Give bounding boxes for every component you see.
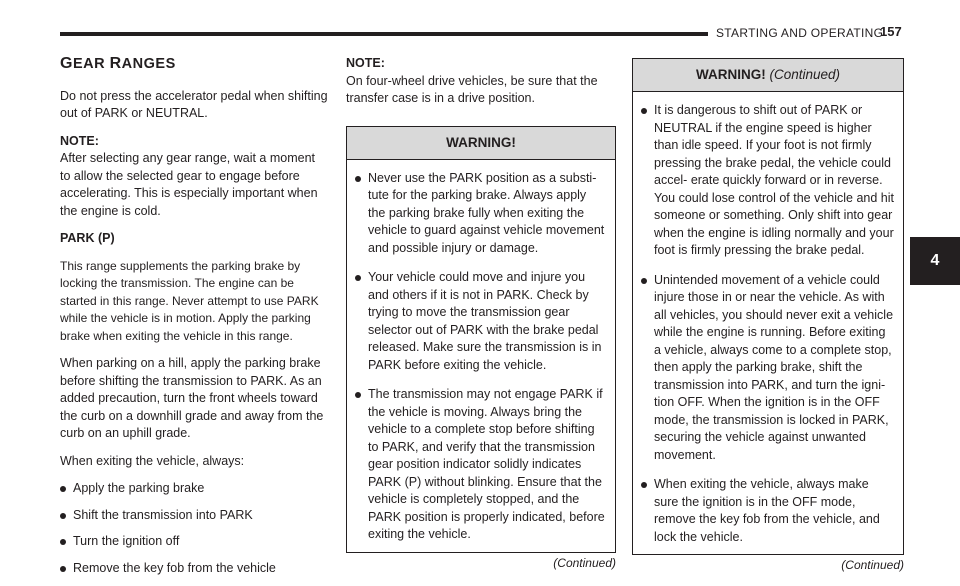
list-item: Turn the ignition off [60, 533, 328, 551]
page-number: 157 [880, 24, 902, 39]
list-item: When exiting the vehicle, always make sure the ignition is in the OFF mode, remove the key fob from the vehicle, and lock the vehicle. [641, 476, 895, 546]
bullet-icon [355, 392, 361, 398]
list-item: Your vehicle could move and injure you and others if it is not in PARK. Check by trying to move the transmission gear selector out of PARK with the brake pedal released. Make sure the transmission is in PARK before exiting the vehicle. [355, 269, 607, 374]
note-text: After selecting any gear range, wait a moment to allow the selected gear to engage before accelerating. This is especially important when the engine is cold. [60, 151, 318, 218]
bullet-icon [641, 278, 647, 284]
warning-title: WARNING! [347, 127, 615, 160]
header-rule [60, 32, 708, 36]
list-item: Never use the PARK position as a substi- tute for the parking brake. Always apply the parking brake fully when exiting the vehicle to guard against vehicle movement and possible injury or damage. [355, 170, 607, 258]
header-section-title: STARTING AND OPERATING [716, 26, 884, 40]
warning-list [355, 170, 607, 544]
note-label: NOTE: [346, 56, 385, 70]
column-1 [60, 55, 328, 586]
bullet-icon [641, 108, 647, 114]
note-text: On four-wheel drive vehicles, be sure that the transfer case is in a drive position. [346, 73, 598, 105]
park-paragraph-1: This range supplements the parking brake by locking the transmission. The engine can be started in this range. Never attempt to use PARK while the vehicle is in motion. Apply the parking brake when exiting the vehicle in this range. [60, 258, 319, 343]
bullet-icon [60, 539, 66, 545]
list-item: Apply the parking brake [60, 480, 328, 498]
note-label: NOTE: [60, 133, 99, 148]
list-item: It is dangerous to shift out of PARK or NEUTRAL if the engine speed is higher than idle speed. If your foot is not firmly pressing the brake pedal, the vehicle could accel- erate quickly forward or in reverse. You could lose control of the vehicle and hit someone or something. Only shift into gear when the engine is idling normally and your foot is firmly pressing the brake pedal. [641, 102, 895, 260]
bullet-icon [355, 176, 361, 182]
continued-label: (Continued) [841, 558, 904, 572]
list-item: Shift the transmission into PARK [60, 507, 328, 525]
bullet-icon [60, 513, 66, 519]
intro-paragraph: Do not press the accelerator pedal when shifting out of PARK or NEUTRAL. [60, 88, 328, 120]
park-paragraph-2: When parking on a hill, apply the parking brake before shifting the transmission to PARK. As an added precaution, turn the front wheels toward the curb on a downhill grade and away from the curb on an uphill grade. [60, 356, 324, 440]
list-item: The transmission may not engage PARK if the vehicle is moving. Always bring the vehicle to a complete stop before shifting to PARK, and verify that the transmission gear position indicator solidly indicates PARK (P) without blinking. Ensure that the vehicle is completely stopped, and the PARK position is properly indicated, before exiting the vehicle. [355, 386, 607, 544]
park-heading: PARK (P) [60, 231, 115, 245]
warning-box [632, 58, 904, 555]
column-2 [346, 55, 616, 572]
chapter-tab: 4 [910, 237, 960, 285]
warning-box [346, 126, 616, 553]
bullet-icon [60, 566, 66, 572]
continued-label: (Continued) [553, 555, 616, 570]
column-3 [632, 58, 904, 575]
section-title: GEAR RANGES [60, 55, 176, 72]
list-item: Remove the key fob from the vehicle [60, 560, 328, 578]
bullet-icon [355, 275, 361, 281]
list-item: Unintended movement of a vehicle could injure those in or near the vehicle. As with all vehicles, you should never exit a vehicle while the engine is running. Before exiting a vehicle, always come to a complete stop, then apply the parking brake, shift the transmission into PARK, and turn the igni- tion OFF. When the ignition is in the OFF mode, the transmission is locked in PARK, securing the vehicle against unwanted movement. [641, 272, 895, 465]
exit-list [60, 480, 328, 577]
bullet-icon [641, 482, 647, 488]
warning-list [641, 102, 895, 546]
warning-title: WARNING! (Continued) [633, 59, 903, 92]
bullet-icon [60, 486, 66, 492]
exit-intro: When exiting the vehicle, always: [60, 453, 245, 468]
